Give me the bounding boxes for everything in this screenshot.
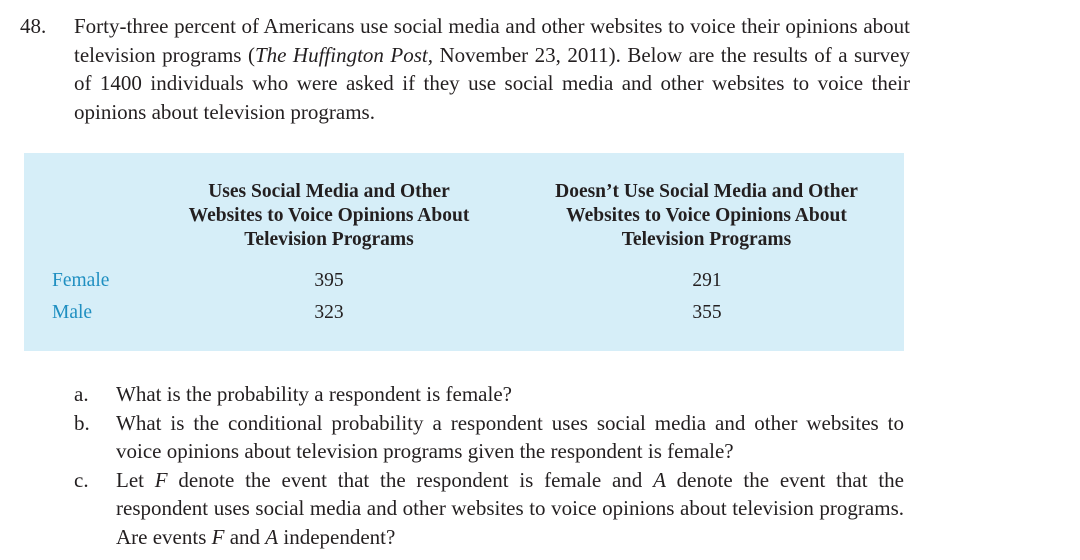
column-header-line: Websites to Voice Opinions About — [188, 205, 470, 226]
question-text: What is the probability a respondent is female? — [116, 382, 512, 406]
question-list — [74, 380, 904, 551]
column-header-line: Television Programs — [621, 229, 792, 250]
cell-female-uses: 395 — [314, 270, 344, 291]
question-label: b. — [74, 410, 90, 435]
cell-male-doesnt-use: 355 — [692, 302, 722, 323]
event-variable: A — [265, 524, 279, 549]
source-title: The Huffington Post, — [254, 42, 434, 67]
problem-text-part2: November 23, 2011). Below are the results of a survey of 1400 individuals who were asked if they use social media and other websites to voice their opinions about television programs. — [74, 42, 910, 124]
event-variable: F — [154, 467, 168, 492]
cell-female-doesnt-use: 291 — [692, 270, 722, 291]
question-label: c. — [74, 467, 89, 492]
row-label-male: Male — [52, 302, 93, 323]
question-c — [74, 466, 904, 552]
problem-48 — [20, 12, 910, 126]
column-header-line: Television Programs — [244, 229, 414, 250]
column-header-line: Doesn’t Use Social Media and Other — [555, 181, 858, 202]
question-text: What is the conditional probability a respondent uses social media and other websites to voice opinions about television programs given the respondent is female? — [116, 410, 904, 463]
cell-male-uses: 323 — [314, 302, 344, 323]
row-label-female: Female — [52, 270, 110, 291]
question-text-segment: denote the event that the respondent is female and — [167, 467, 654, 492]
problem-number: 48. — [20, 14, 47, 38]
survey-table — [24, 153, 904, 351]
column-header-line: Uses Social Media and Other — [208, 181, 450, 202]
event-variable: F — [211, 524, 225, 549]
question-text-segment: denote the event that the respondent uses social media and other websites to voice opinions about television programs. Are events — [116, 467, 904, 549]
event-variable: A — [653, 467, 666, 492]
problem-text-part1: Forty-three percent of Americans use social media and other websites to voice their opinions about television programs ( — [74, 14, 910, 67]
question-label: a. — [74, 382, 89, 406]
column-header-uses-social-media — [164, 180, 494, 252]
question-a — [74, 380, 904, 409]
question-text-segment: independent? — [278, 524, 396, 549]
question-b — [74, 409, 904, 466]
column-header-line: Websites to Voice Opinions About — [566, 205, 847, 226]
problem-statement — [74, 12, 910, 126]
question-text-segment: Let — [116, 467, 155, 492]
column-header-doesnt-use-social-media — [524, 180, 889, 252]
question-text-segment: and — [224, 524, 266, 549]
question-text — [116, 466, 904, 552]
